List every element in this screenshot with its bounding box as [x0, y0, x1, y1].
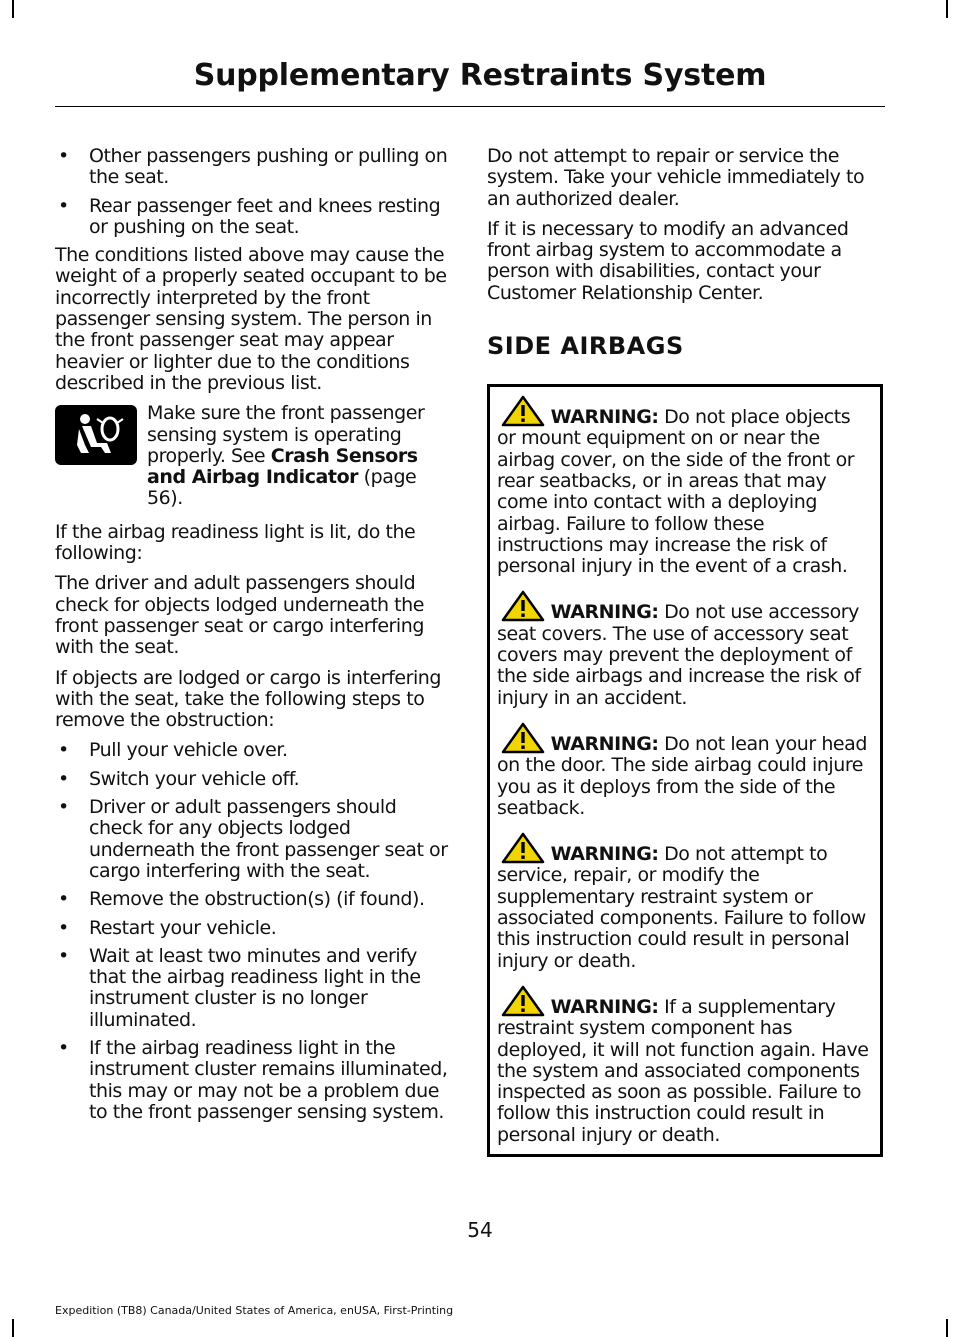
edition-footer: Expedition (TB8) Canada/United States of America, enUSA, First-Printing — [55, 1304, 454, 1317]
crop-mark — [12, 1319, 14, 1337]
info-text: Make sure the front passenger sensing system is operating properly. See Crash Sensors and Airbag Indicator (page 56). — [147, 402, 425, 510]
crop-mark — [12, 0, 14, 18]
warning-item — [497, 395, 873, 577]
warning-triangle-icon — [501, 590, 545, 622]
warning-text: If a supplementary restraint system component has deployed, it will not function again. Have the system and associated components inspected as soon as possible. Failure to follow this instruction could result in personal injury or death. — [497, 995, 869, 1146]
warning-text: Do not place objects or mount equipment on or near the airbag cover, on the side of the front or rear seatbacks, or in areas that may come into contact with a deploying airbag. Failure to follow these instructions may increase the risk of personal injury in the event of a crash. — [497, 406, 855, 578]
list-item: • Remove the obstruction(s) (if found). — [55, 889, 450, 910]
paragraph: If it is necessary to modify an advanced front airbag system to accommodate a person with disabilities, contact your Customer Relationship Center. — [487, 217, 849, 304]
airbag-warning-icon — [55, 405, 137, 465]
paragraph: The conditions listed above may cause the weight of a properly seated occupant to be incorrectly interpreted by the front passenger sensing system. The person in the front passenger seat may appear heavier or lighter due to the conditions described in the previous list. — [55, 244, 447, 394]
warning-label: WARNING: — [550, 843, 659, 866]
warning-item — [497, 832, 873, 972]
page-title: Supplementary Restraints System — [193, 58, 767, 93]
warning-label: WARNING: — [550, 601, 659, 624]
warning-triangle-icon — [501, 985, 545, 1017]
list-item: • If the airbag readiness light in the instrument cluster remains illuminated, this may or may not be a problem due to the front passenger sensing system. — [55, 1038, 450, 1123]
warning-text: Do not attempt to service, repair, or modify the supplementary restraint system or associated components. Failure to follow this instruction could result in personal injury or death. — [497, 843, 866, 972]
left-column — [55, 146, 450, 1130]
warning-text: Do not use accessory seat covers. The use of accessory seat covers may prevent the deployment of the side airbags and increase the risk of injury in an accident. — [497, 601, 861, 709]
list-item: • Driver or adult passengers should check for any objects lodged underneath the front passenger seat or cargo interfering with the seat. — [55, 797, 450, 882]
list-item: • Wait at least two minutes and verify that the airbag readiness light in the instrument cluster is no longer illuminated. — [55, 946, 450, 1031]
page-number: 54 — [467, 1218, 493, 1242]
list-item: • Other passengers pushing or pulling on the seat. — [55, 146, 450, 189]
warning-triangle-icon — [501, 832, 545, 864]
crop-mark — [946, 1319, 948, 1337]
paragraph: Do not attempt to repair or service the system. Take your vehicle immediately to an authorized dealer. — [487, 145, 865, 210]
right-column — [487, 146, 879, 1157]
warning-triangle-icon — [501, 395, 545, 427]
paragraph: The driver and adult passengers should check for objects lodged underneath the front passenger seat or cargo interfering with the seat. — [55, 572, 424, 659]
warning-box — [487, 384, 883, 1157]
warning-item — [497, 985, 873, 1146]
cross-reference-link[interactable]: Crash Sensors and Airbag Indicator — [147, 444, 418, 489]
warning-label: WARNING: — [550, 732, 659, 755]
header-rule — [55, 106, 885, 107]
section-heading: SIDE AIRBAGS — [487, 332, 684, 361]
warning-label: WARNING: — [550, 406, 659, 429]
info-note — [55, 403, 450, 509]
list-item: • Pull your vehicle over. — [55, 740, 450, 761]
list-item: • Restart your vehicle. — [55, 918, 450, 939]
crop-mark — [946, 0, 948, 18]
paragraph: If the airbag readiness light is lit, do the following: — [55, 520, 416, 565]
warning-item — [497, 722, 873, 819]
warning-text: Do not lean your head on the door. The side airbag could injure you as it deploys from the side of the seatback. — [497, 732, 867, 819]
warning-triangle-icon — [501, 722, 545, 754]
paragraph: If objects are lodged or cargo is interfering with the seat, take the following steps to remove the obstruction: — [55, 666, 441, 732]
list-item: • Switch your vehicle off. — [55, 769, 450, 790]
warning-label: WARNING: — [550, 995, 659, 1018]
warning-item — [497, 590, 873, 708]
list-item: • Rear passenger feet and knees resting or pushing on the seat. — [55, 196, 450, 239]
